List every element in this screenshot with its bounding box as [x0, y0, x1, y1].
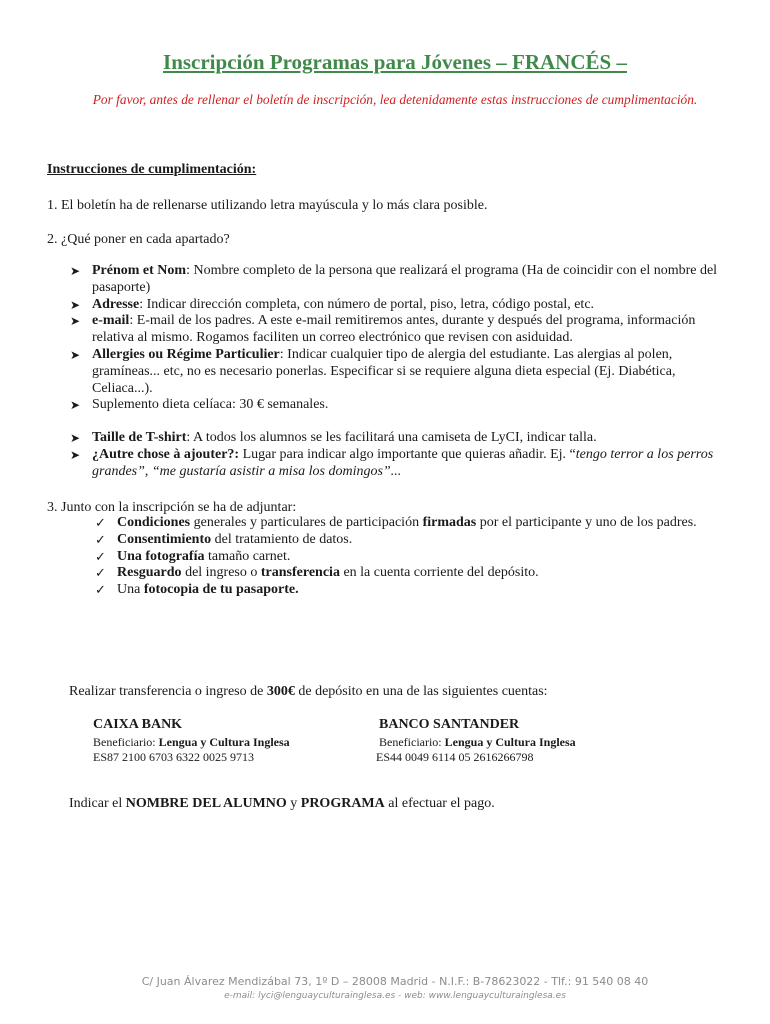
- arrowhead-bullet-icon: ➤: [70, 347, 81, 362]
- list-item: ➤ Adresse: Indicar dirección completa, con número de portal, piso, letra, código postal, etc.: [70, 296, 595, 312]
- checkmark-icon: ✓: [95, 515, 106, 530]
- payment-note: Indicar el NOMBRE DEL ALUMNO y PROGRAMA al efectuar el pago.: [69, 796, 495, 811]
- checkmark-icon: ✓: [95, 531, 106, 547]
- beneficiary: Beneficiario: Lengua y Cultura Inglesa: [379, 735, 576, 749]
- list-item: ➤ Prénom et Nom: Nombre completo de la persona que realizará el programa (Ha de coincidir con el nombre del pasaporte): [70, 263, 718, 295]
- arrowhead-bullet-icon: ➤: [70, 314, 81, 329]
- checklist-item: ✓ Condiciones generales y particulares de participación firmadas por el participante y uno de los padres.: [95, 515, 697, 530]
- page-title: Inscripción Programas para Jóvenes – FRANCÉS –: [163, 50, 627, 74]
- checklist-item: ✓ Una fotografía tamaño carnet.: [95, 548, 291, 564]
- iban: ES44 0049 6114 05 2616266798: [376, 750, 534, 764]
- list-item: ➤ Taille de T-shirt: A todos los alumnos se les facilitará una camiseta de LyCI, indicar talla.: [70, 430, 597, 445]
- footer-address: C/ Juan Álvarez Mendizábal 73, 1º D – 28008 Madrid - N.I.F.: B-78623022 - Tlf.: 91 540 08 40: [141, 975, 649, 988]
- field-guide-list-extra: [70, 430, 730, 480]
- attachments-checklist: [95, 515, 720, 599]
- list-item: ➤ Allergies ou Régime Particulier: Indicar cualquier tipo de alergia del estudiante. Las alergias al polen, gramíneas... etc, no es necesario ponerlas. Especificar si se requiere alguna dieta especial (Ej. Diabética, Celiaca...).: [70, 346, 676, 396]
- checkmark-icon: ✓: [95, 582, 106, 598]
- field-guide-list: [70, 263, 730, 414]
- checkmark-icon: ✓: [95, 548, 106, 564]
- footer-contact: e-mail: lyci@lenguayculturainglesa.es - web: www.lenguayculturainglesa.es: [224, 991, 566, 1001]
- arrowhead-bullet-icon: ➤: [70, 264, 81, 278]
- arrowhead-bullet-icon: ➤: [70, 431, 81, 445]
- checklist-item: ✓ Resguardo del ingreso o transferencia en la cuenta corriente del depósito.: [95, 565, 539, 581]
- instructions-note: Por favor, antes de rellenar el boletín de inscripción, lea detenidamente estas instrucciones de cumplimentación.: [92, 92, 698, 107]
- iban: ES87 2100 6703 6322 0025 9713: [93, 750, 255, 764]
- payment-instructions: Realizar transferencia o ingreso de 300€ de depósito en una de las siguientes cuentas:: [69, 684, 548, 699]
- checklist-item: ✓ Una fotocopia de tu pasaporte.: [95, 582, 299, 598]
- arrowhead-bullet-icon: ➤: [70, 398, 81, 413]
- list-item: ➤ ¿Autre chose à ajouter?: Lugar para indicar algo importante que quieras añadir. Ej. “tengo terror a los perros grandes”, “me gustaría asistir a misa los domingos”...: [70, 446, 714, 479]
- instruction-item-1: 1. El boletín ha de rellenarse utilizando letra mayúscula y lo más clara posible.: [47, 198, 488, 213]
- bank-name: BANCO SANTANDER: [379, 717, 520, 732]
- instruction-item-2: 2. ¿Qué poner en cada apartado?: [47, 232, 230, 247]
- list-item: ➤ Suplemento dieta celíaca: 30 € semanales.: [70, 397, 329, 413]
- instructions-heading: Instrucciones de cumplimentación:: [47, 162, 257, 177]
- bank-name: CAIXA BANK: [93, 717, 183, 732]
- arrowhead-bullet-icon: ➤: [70, 297, 81, 312]
- checklist-item: ✓ Consentimiento del tratamiento de datos.: [95, 531, 353, 547]
- list-item: ➤ e-mail: E-mail de los padres. A este e-mail remitiremos antes, durante y después del programa, información relativa al mismo. Rogamos faciliten un correo electrónico que revisen con asiduidad.: [70, 313, 696, 346]
- arrowhead-bullet-icon: ➤: [70, 447, 81, 462]
- instruction-item-3: 3. Junto con la inscripción se ha de adjuntar:: [47, 500, 297, 515]
- bank-account-santander: [376, 716, 576, 765]
- beneficiary: Beneficiario: Lengua y Cultura Inglesa: [93, 735, 290, 749]
- checkmark-icon: ✓: [95, 565, 106, 581]
- bank-account-caixa: [93, 716, 290, 765]
